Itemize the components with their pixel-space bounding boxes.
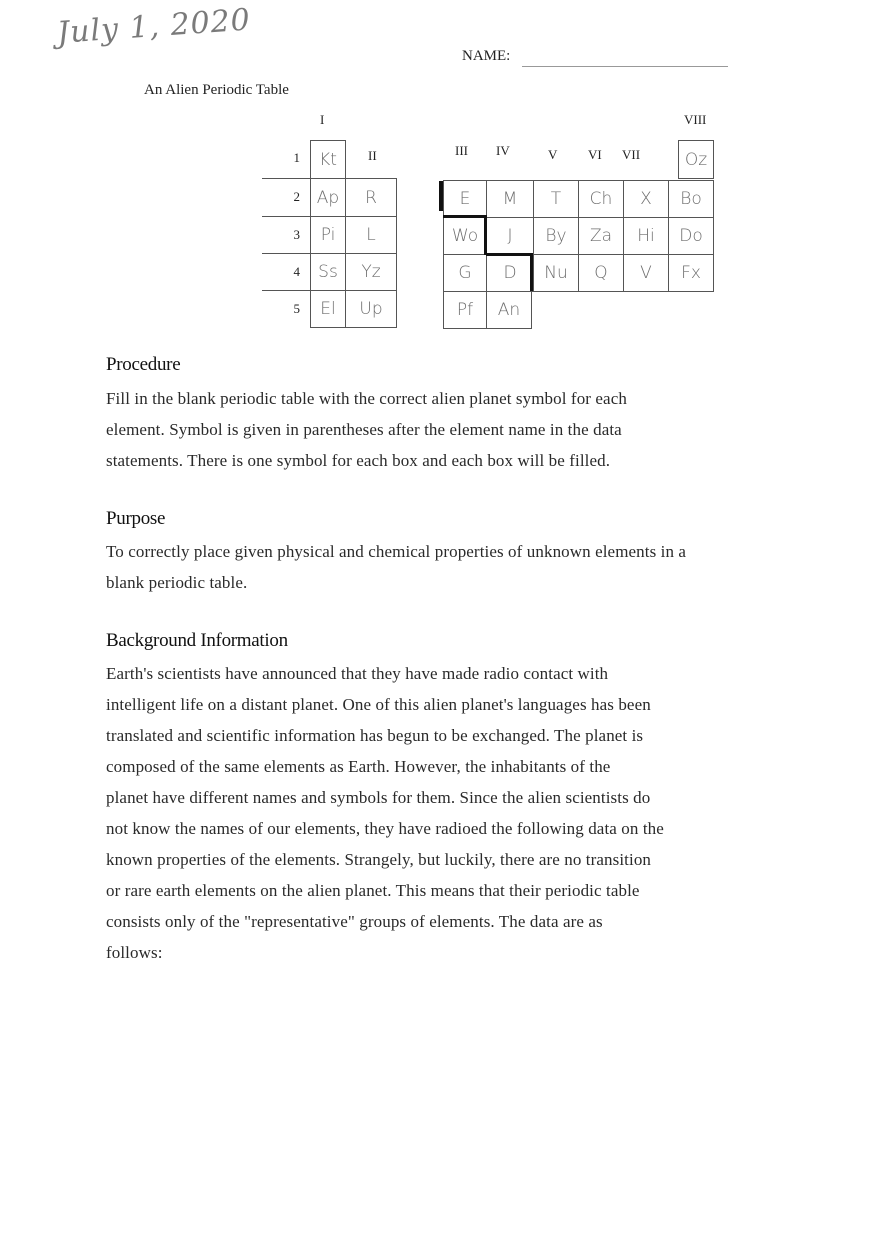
text-line: Fill in the blank periodic table with the correct alien planet symbol for each — [106, 389, 627, 408]
text-line: or rare earth elements on the alien planet. This means that their periodic table — [106, 881, 640, 900]
group-label-8: VIII — [684, 112, 707, 127]
row-divider — [262, 178, 310, 179]
row-divider — [262, 290, 310, 291]
purpose-heading: Purpose — [106, 508, 166, 529]
row-divider — [262, 253, 310, 254]
text-line: intelligent life on a distant planet. One of this alien planet's languages has been — [106, 695, 651, 714]
period-number-1: 1 — [293, 150, 300, 165]
period-number-2: 2 — [293, 189, 300, 204]
table-title: An Alien Periodic Table — [144, 82, 289, 98]
staircase-line — [530, 253, 533, 291]
element-cell[interactable]: V — [623, 254, 669, 292]
element-cell[interactable]: L — [345, 216, 397, 254]
element-cell[interactable]: Kt — [310, 140, 346, 179]
row-divider — [262, 216, 310, 217]
text-line: Earth's scientists have announced that they have made radio contact with — [106, 664, 609, 683]
element-cell[interactable]: G — [443, 254, 487, 292]
text-line: consists only of the "representative" groups of elements. The data are as — [106, 912, 603, 931]
element-cell[interactable]: Ch — [578, 180, 624, 218]
text-line: translated and scientific information has begun to be exchanged. The planet is — [106, 726, 644, 745]
element-cell[interactable]: Fx — [668, 254, 714, 292]
group-label-4: IV — [496, 143, 510, 158]
element-cell[interactable]: Pi — [310, 216, 346, 254]
staircase-line — [439, 181, 443, 211]
name-label: NAME: — [462, 48, 511, 64]
period-number-3: 3 — [293, 227, 300, 242]
text-line: not know the names of our elements, they have radioed the following data on the — [106, 819, 664, 838]
text-line: statements. There is one symbol for each box and each box will be filled. — [106, 451, 611, 470]
element-cell[interactable]: M — [486, 180, 534, 218]
element-cell[interactable]: Yz — [345, 253, 397, 291]
period-number-5: 5 — [293, 301, 300, 316]
group-label-5: V — [548, 147, 558, 162]
element-cell[interactable]: T — [533, 180, 579, 218]
element-cell[interactable]: Bo — [668, 180, 714, 218]
element-cell[interactable]: Pf — [443, 291, 487, 329]
period-number-4: 4 — [293, 264, 300, 279]
procedure-heading: Procedure — [106, 354, 181, 375]
element-cell[interactable]: R — [345, 178, 397, 217]
text-line: follows: — [106, 943, 163, 962]
element-cell[interactable]: Q — [578, 254, 624, 292]
procedure-text — [106, 383, 826, 476]
element-cell[interactable]: Hi — [623, 217, 669, 255]
handwritten-date: July 1, 2020 — [56, 2, 252, 51]
group-label-1: I — [320, 112, 325, 127]
text-line: element. Symbol is given in parentheses after the element name in the data — [106, 420, 622, 439]
group-label-6: VI — [588, 147, 602, 162]
staircase-line — [484, 215, 487, 255]
element-cell[interactable]: E — [443, 180, 487, 218]
element-cell[interactable]: Oz — [678, 140, 714, 179]
element-cell[interactable]: Ap — [310, 178, 346, 217]
staircase-line — [486, 253, 533, 256]
alien-periodic-table — [0, 0, 880, 340]
text-line: blank periodic table. — [106, 573, 248, 592]
element-cell[interactable]: J — [486, 217, 534, 255]
group-label-7: VII — [622, 147, 641, 162]
background-heading: Background Information — [106, 630, 288, 651]
element-cell[interactable]: Wo — [443, 217, 487, 255]
text-line: known properties of the elements. Strangely, but luckily, there are no transition — [106, 850, 652, 869]
text-line: composed of the same elements as Earth. However, the inhabitants of the — [106, 757, 611, 776]
background-text — [106, 658, 826, 968]
element-cell[interactable]: Za — [578, 217, 624, 255]
text-line: To correctly place given physical and chemical properties of unknown elements in a — [106, 542, 687, 561]
element-cell[interactable]: El — [310, 290, 346, 328]
element-cell[interactable]: An — [486, 291, 532, 329]
staircase-line — [443, 215, 487, 218]
element-cell[interactable]: By — [533, 217, 579, 255]
purpose-text — [106, 536, 846, 598]
group-label-2: II — [368, 148, 377, 163]
element-cell[interactable]: Do — [668, 217, 714, 255]
element-cell[interactable]: Ss — [310, 253, 346, 291]
text-line: planet have different names and symbols for them. Since the alien scientists do — [106, 788, 651, 807]
element-cell[interactable]: Up — [345, 290, 397, 328]
element-cell[interactable]: X — [623, 180, 669, 218]
element-cell[interactable]: Nu — [533, 254, 579, 292]
group-label-3: III — [455, 143, 468, 158]
element-cell[interactable]: D — [486, 254, 534, 292]
